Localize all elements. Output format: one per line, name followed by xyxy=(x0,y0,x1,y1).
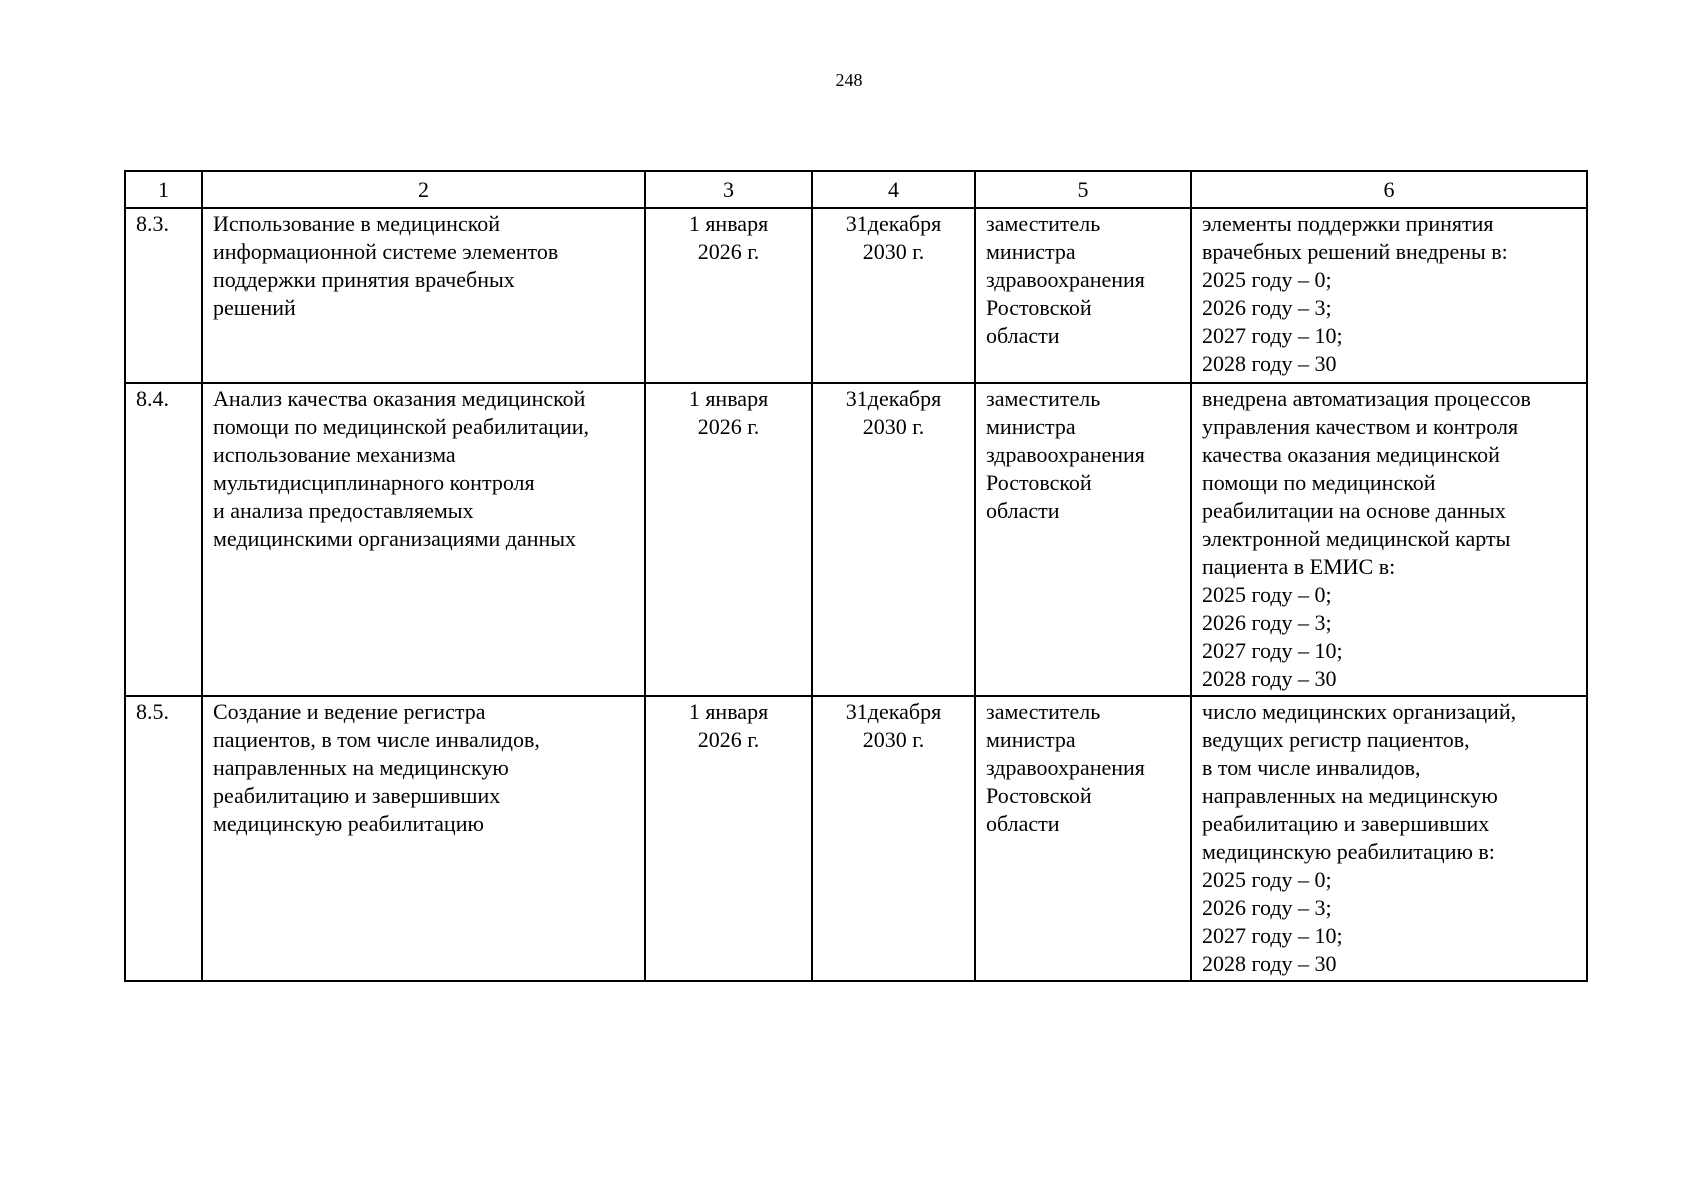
text-line: области xyxy=(986,498,1060,523)
text-line: 31декабря xyxy=(845,699,942,724)
header-cell-6: 6 xyxy=(1191,171,1587,208)
text-line: 2028 году – 30 xyxy=(1202,666,1337,691)
text-line: 2028 году – 30 xyxy=(1202,951,1337,976)
text-line: в том числе инвалидов, xyxy=(1202,755,1421,780)
text-line: качества оказания медицинской xyxy=(1202,442,1500,467)
text-line: Использование в медицинской xyxy=(213,211,501,236)
text-line: врачебных решений внедрены в: xyxy=(1202,239,1508,264)
text-line: здравоохранения xyxy=(986,442,1145,467)
result xyxy=(1191,696,1587,981)
text-line: 2026 году – 3; xyxy=(1202,610,1332,635)
text-line: медицинскую реабилитацию xyxy=(213,811,484,836)
row-number: 8.3. xyxy=(125,208,202,383)
text-line: информационной системе элементов xyxy=(213,239,559,264)
header-cell-4: 4 xyxy=(812,171,975,208)
text-line: области xyxy=(986,811,1060,836)
activities-table xyxy=(124,170,1588,982)
row-number: 8.4. xyxy=(125,383,202,696)
text-line: 2025 году – 0; xyxy=(1202,267,1332,292)
activity-title xyxy=(202,696,645,981)
text-line: решений xyxy=(213,295,296,320)
text-line: Ростовской xyxy=(986,470,1092,495)
text-line: 2026 г. xyxy=(697,414,760,439)
text-line: пациента в ЕМИС в: xyxy=(1202,554,1396,579)
text-line: 2026 году – 3; xyxy=(1202,895,1332,920)
text-line: министра xyxy=(986,239,1076,264)
text-line: 2026 г. xyxy=(697,239,760,264)
header-cell-1: 1 xyxy=(125,171,202,208)
text-line: министра xyxy=(986,414,1076,439)
text-line: 1 января xyxy=(688,699,769,724)
text-line: 2030 г. xyxy=(862,414,925,439)
start-date xyxy=(645,696,812,981)
text-line: реабилитацию и завершивших xyxy=(213,783,501,808)
header-row xyxy=(125,171,1587,208)
text-line: 2025 году – 0; xyxy=(1202,867,1332,892)
header-cell-3: 3 xyxy=(645,171,812,208)
text-line: помощи по медицинской xyxy=(1202,470,1436,495)
text-line: 2030 г. xyxy=(862,239,925,264)
text-line: медицинскую реабилитацию в: xyxy=(1202,839,1495,864)
text-line: элементы поддержки принятия xyxy=(1202,211,1494,236)
page-number: 248 xyxy=(835,70,863,90)
text-line: помощи по медицинской реабилитации, xyxy=(213,414,590,439)
text-line: Анализ качества оказания медицинской xyxy=(213,386,586,411)
responsible xyxy=(975,696,1191,981)
text-line: 2026 году – 3; xyxy=(1202,295,1332,320)
text-line: 31декабря xyxy=(845,211,942,236)
text-line: и анализа предоставляемых xyxy=(213,498,474,523)
start-date xyxy=(645,208,812,383)
table-row xyxy=(125,383,1587,696)
text-line: медицинскими организациями данных xyxy=(213,526,577,551)
responsible xyxy=(975,383,1191,696)
end-date xyxy=(812,208,975,383)
end-date xyxy=(812,383,975,696)
text-line: области xyxy=(986,323,1060,348)
header-cell-5: 5 xyxy=(975,171,1191,208)
text-line: Создание и ведение регистра xyxy=(213,699,486,724)
text-line: министра xyxy=(986,727,1076,752)
start-date xyxy=(645,383,812,696)
text-line: управления качеством и контроля xyxy=(1202,414,1519,439)
text-line: пациентов, в том числе инвалидов, xyxy=(213,727,540,752)
end-date xyxy=(812,696,975,981)
text-line: 1 января xyxy=(688,386,769,411)
text-line: заместитель xyxy=(986,211,1101,236)
text-line: мультидисциплинарного контроля xyxy=(213,470,535,495)
text-line: 2026 г. xyxy=(697,727,760,752)
text-line: реабилитации на основе данных xyxy=(1202,498,1506,523)
activity-title xyxy=(202,383,645,696)
text-line: поддержки принятия врачебных xyxy=(213,267,515,292)
text-line: 2028 году – 30 xyxy=(1202,351,1337,376)
text-line: Ростовской xyxy=(986,295,1092,320)
text-line: 2025 году – 0; xyxy=(1202,582,1332,607)
table-row xyxy=(125,696,1587,981)
text-line: 31декабря xyxy=(845,386,942,411)
row-number: 8.5. xyxy=(125,696,202,981)
text-line: использование механизма xyxy=(213,442,456,467)
text-line: 1 января xyxy=(688,211,769,236)
header-cell-2: 2 xyxy=(202,171,645,208)
text-line: ведущих регистр пациентов, xyxy=(1202,727,1470,752)
result xyxy=(1191,208,1587,383)
text-line: внедрена автоматизация процессов xyxy=(1202,386,1531,411)
activity-title xyxy=(202,208,645,383)
result xyxy=(1191,383,1587,696)
text-line: 2027 году – 10; xyxy=(1202,323,1343,348)
text-line: здравоохранения xyxy=(986,755,1145,780)
text-line: здравоохранения xyxy=(986,267,1145,292)
text-line: реабилитацию и завершивших xyxy=(1202,811,1490,836)
text-line: направленных на медицинскую xyxy=(213,755,509,780)
text-line: направленных на медицинскую xyxy=(1202,783,1498,808)
text-line: 2030 г. xyxy=(862,727,925,752)
responsible xyxy=(975,208,1191,383)
text-line: заместитель xyxy=(986,699,1101,724)
text-line: 2027 году – 10; xyxy=(1202,923,1343,948)
text-line: 2027 году – 10; xyxy=(1202,638,1343,663)
table-row xyxy=(125,208,1587,383)
text-line: число медицинских организаций, xyxy=(1202,699,1517,724)
text-line: электронной медицинской карты xyxy=(1202,526,1511,551)
text-line: Ростовской xyxy=(986,783,1092,808)
text-line: заместитель xyxy=(986,386,1101,411)
